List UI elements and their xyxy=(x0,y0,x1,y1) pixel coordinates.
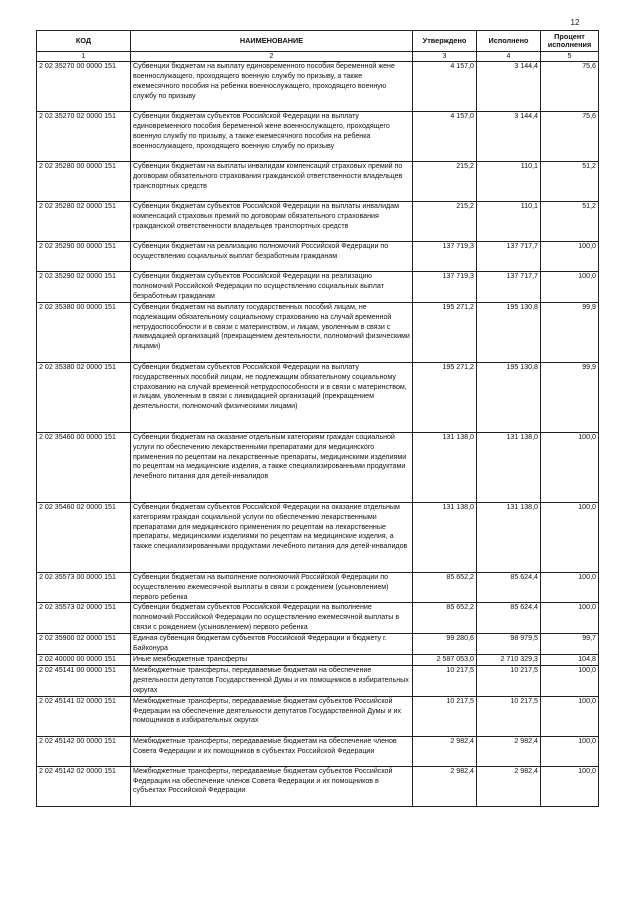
row-code: 2 02 35290 00 0000 151 xyxy=(37,242,131,272)
row-percent: 100,0 xyxy=(541,502,599,572)
row-name: Межбюджетные трансферты, передаваемые бюджетам на обеспечение членов Совета Федерации и их помощников в субъектах Российской Федерации xyxy=(131,736,413,766)
row-percent: 100,0 xyxy=(541,572,599,603)
column-number-row xyxy=(37,52,599,62)
row-name: Субвенции бюджетам на выплату единовременного пособия беременной жене военнослужащего, проходящего военную службу по призыву, а также ежемесячного пособия на ребенка военнослужащего, проходящего военную службу по призыву xyxy=(131,62,413,112)
row-name: Межбюджетные трансферты, передаваемые бюджетам на обеспечение деятельности депутатов Государственной Думы и их помощников в избирательных округах xyxy=(131,665,413,696)
budget-execution-table xyxy=(36,30,599,807)
header-name: НАИМЕНОВАНИЕ xyxy=(131,31,413,52)
row-executed: 131 138,0 xyxy=(477,432,541,502)
row-approved: 215,2 xyxy=(413,202,477,242)
row-approved: 195 271,2 xyxy=(413,302,477,362)
row-executed: 10 217,5 xyxy=(477,665,541,696)
row-approved: 85 652,2 xyxy=(413,572,477,603)
row-percent: 100,0 xyxy=(541,603,599,634)
table-row xyxy=(37,736,599,766)
row-approved: 10 217,5 xyxy=(413,696,477,736)
row-executed: 3 144,4 xyxy=(477,112,541,162)
row-percent: 100,0 xyxy=(541,766,599,806)
row-code: 2 02 35460 02 0000 151 xyxy=(37,502,131,572)
table-row xyxy=(37,202,599,242)
row-code: 2 02 45141 00 0000 151 xyxy=(37,665,131,696)
row-executed: 2 982,4 xyxy=(477,736,541,766)
table-row xyxy=(37,766,599,806)
row-executed: 10 217,5 xyxy=(477,696,541,736)
row-code: 2 02 45141 02 0000 151 xyxy=(37,696,131,736)
row-approved: 2 982,4 xyxy=(413,766,477,806)
table-row xyxy=(37,242,599,272)
row-name: Субвенции бюджетам на реализацию полномочий Российской Федерации по осуществлению социальных выплат безработным гражданам xyxy=(131,242,413,272)
table-row xyxy=(37,634,599,655)
row-percent: 99,9 xyxy=(541,302,599,362)
row-name: Субвенции бюджетам на выполнение полномочий Российской Федерации по осуществлению ежемесячной выплаты в связи с рождением (усыновлением) первого ребенка xyxy=(131,572,413,603)
row-executed: 195 130,8 xyxy=(477,302,541,362)
table-row xyxy=(37,62,599,112)
row-name: Иные межбюджетные трансферты xyxy=(131,654,413,665)
table-body xyxy=(37,62,599,807)
table-row xyxy=(37,502,599,572)
row-percent: 104,8 xyxy=(541,654,599,665)
row-code: 2 02 35280 00 0000 151 xyxy=(37,162,131,202)
row-approved: 137 719,3 xyxy=(413,242,477,272)
row-approved: 215,2 xyxy=(413,162,477,202)
table-row xyxy=(37,696,599,736)
row-executed: 137 717,7 xyxy=(477,242,541,272)
table-row xyxy=(37,362,599,432)
table-row xyxy=(37,432,599,502)
row-approved: 99 280,6 xyxy=(413,634,477,655)
row-percent: 100,0 xyxy=(541,696,599,736)
row-executed: 2 710 329,3 xyxy=(477,654,541,665)
row-executed: 110,1 xyxy=(477,202,541,242)
table-header-row xyxy=(37,31,599,52)
row-approved: 4 157,0 xyxy=(413,112,477,162)
row-percent: 100,0 xyxy=(541,736,599,766)
row-code: 2 02 35573 00 0000 151 xyxy=(37,572,131,603)
row-percent: 100,0 xyxy=(541,272,599,303)
row-executed: 98 979,5 xyxy=(477,634,541,655)
row-approved: 2 587 053,0 xyxy=(413,654,477,665)
row-code: 2 02 35270 00 0000 151 xyxy=(37,62,131,112)
row-executed: 137 717,7 xyxy=(477,272,541,303)
row-code: 2 02 35900 02 0000 151 xyxy=(37,634,131,655)
table-row xyxy=(37,654,599,665)
row-name: Субвенции бюджетам субъектов Российской Федерации на выплаты инвалидам компенсаций страховых премий по договорам обязательного страхования гражданской ответственности владельцев транспортных средств xyxy=(131,202,413,242)
row-approved: 131 138,0 xyxy=(413,502,477,572)
row-executed: 3 144,4 xyxy=(477,62,541,112)
table-row xyxy=(37,112,599,162)
header-code: КОД xyxy=(37,31,131,52)
row-name: Единая субвенция бюджетам субъектов Российской Федерации и бюджету г. Байконура xyxy=(131,634,413,655)
table-row xyxy=(37,603,599,634)
row-percent: 75,6 xyxy=(541,62,599,112)
table-row xyxy=(37,272,599,303)
row-code: 2 02 35380 00 0000 151 xyxy=(37,302,131,362)
row-approved: 2 982,4 xyxy=(413,736,477,766)
row-code: 2 02 35573 02 0000 151 xyxy=(37,603,131,634)
row-code: 2 02 40000 00 0000 151 xyxy=(37,654,131,665)
row-code: 2 02 35280 02 0000 151 xyxy=(37,202,131,242)
row-approved: 10 217,5 xyxy=(413,665,477,696)
row-approved: 85 652,2 xyxy=(413,603,477,634)
table-row xyxy=(37,665,599,696)
row-code: 2 02 35460 00 0000 151 xyxy=(37,432,131,502)
table-row xyxy=(37,572,599,603)
row-name: Субвенции бюджетам субъектов Российской Федерации на реализацию полномочий Российской Федерации по осуществлению социальных выплат безработным гражданам xyxy=(131,272,413,303)
row-executed: 2 982,4 xyxy=(477,766,541,806)
row-percent: 100,0 xyxy=(541,432,599,502)
page-number: 12 xyxy=(570,18,580,27)
row-percent: 75,6 xyxy=(541,112,599,162)
column-number: 1 xyxy=(37,52,131,62)
row-code: 2 02 35270 02 0000 151 xyxy=(37,112,131,162)
table-row xyxy=(37,302,599,362)
row-approved: 4 157,0 xyxy=(413,62,477,112)
row-approved: 195 271,2 xyxy=(413,362,477,432)
row-name: Субвенции бюджетам субъектов Российской Федерации на выплату единовременного пособия беременной жене военнослужащего, проходящего военную службу по призыву, а также ежемесячного пособия на ребенка военнослужащего, проходящего военную службу по призыву xyxy=(131,112,413,162)
row-approved: 131 138,0 xyxy=(413,432,477,502)
row-executed: 85 624,4 xyxy=(477,572,541,603)
row-name: Субвенции бюджетам субъектов Российской Федерации на оказание отдельным категориям граждан социальной услуги по обеспечению лекарственными препаратами для медицинского применения по рецептам на лекарственные препараты, медицинскими изделиями по рецептам на медицинские изделия, а также специализированными продуктами лечебного питания для детей-инвалидов xyxy=(131,502,413,572)
row-percent: 100,0 xyxy=(541,665,599,696)
header-approved: Утверждено xyxy=(413,31,477,52)
row-percent: 51,2 xyxy=(541,162,599,202)
row-code: 2 02 35380 02 0000 151 xyxy=(37,362,131,432)
row-executed: 195 130,8 xyxy=(477,362,541,432)
header-percent: Процент исполнения xyxy=(541,31,599,52)
row-name: Субвенции бюджетам субъектов Российской Федерации на выполнение полномочий Российской Федерации по осуществлению ежемесячной выплаты в связи с рождением (усыновлением) первого ребенка xyxy=(131,603,413,634)
row-percent: 99,9 xyxy=(541,362,599,432)
row-code: 2 02 45142 02 0000 151 xyxy=(37,766,131,806)
row-code: 2 02 35290 02 0000 151 xyxy=(37,272,131,303)
row-executed: 131 138,0 xyxy=(477,502,541,572)
header-executed: Исполнено xyxy=(477,31,541,52)
table-row xyxy=(37,162,599,202)
column-number: 4 xyxy=(477,52,541,62)
row-name: Межбюджетные трансферты, передаваемые бюджетам субъектов Российской Федерации на обеспечение членов Совета Федерации и их помощников в субъектах Российской Федерации xyxy=(131,766,413,806)
row-approved: 137 719,3 xyxy=(413,272,477,303)
row-percent: 99,7 xyxy=(541,634,599,655)
row-percent: 100,0 xyxy=(541,242,599,272)
row-name: Субвенции бюджетам на выплаты инвалидам компенсаций страховых премий по договорам обязательного страхования гражданской ответственности владельцев транспортных средств xyxy=(131,162,413,202)
column-number: 3 xyxy=(413,52,477,62)
row-name: Межбюджетные трансферты, передаваемые бюджетам субъектов Российской Федерации на обеспечение деятельности депутатов Государственной Думы и их помощников в избирательных округах xyxy=(131,696,413,736)
row-name: Субвенции бюджетам на оказание отдельным категориям граждан социальной услуги по обеспечению лекарственными препаратами для медицинского применения по рецептам на лекарственные препараты, медицинскими изделиями по рецептам на медицинские изделия, а также специализированными продуктами лечебного питания для детей-инвалидов xyxy=(131,432,413,502)
row-name: Субвенции бюджетам субъектов Российской Федерации на выплату государственных пособий лицам, не подлежащим обязательному социальному страхованию на случай временной нетрудоспособности и в связи с материнством, и лицам, уволенным в связи с ликвидацией организаций (прекращением деятельности, полномочий физическими лицами) xyxy=(131,362,413,432)
row-code: 2 02 45142 00 0000 151 xyxy=(37,736,131,766)
row-name: Субвенции бюджетам на выплату государственных пособий лицам, не подлежащим обязательному социальному страхованию на случай временной нетрудоспособности и в связи с материнством, и лицам, уволенным в связи с ликвидацией организаций (прекращением деятельности, полномочий физическими лицами) xyxy=(131,302,413,362)
column-number: 5 xyxy=(541,52,599,62)
column-number: 2 xyxy=(131,52,413,62)
row-executed: 85 624,4 xyxy=(477,603,541,634)
row-executed: 110,1 xyxy=(477,162,541,202)
row-percent: 51,2 xyxy=(541,202,599,242)
